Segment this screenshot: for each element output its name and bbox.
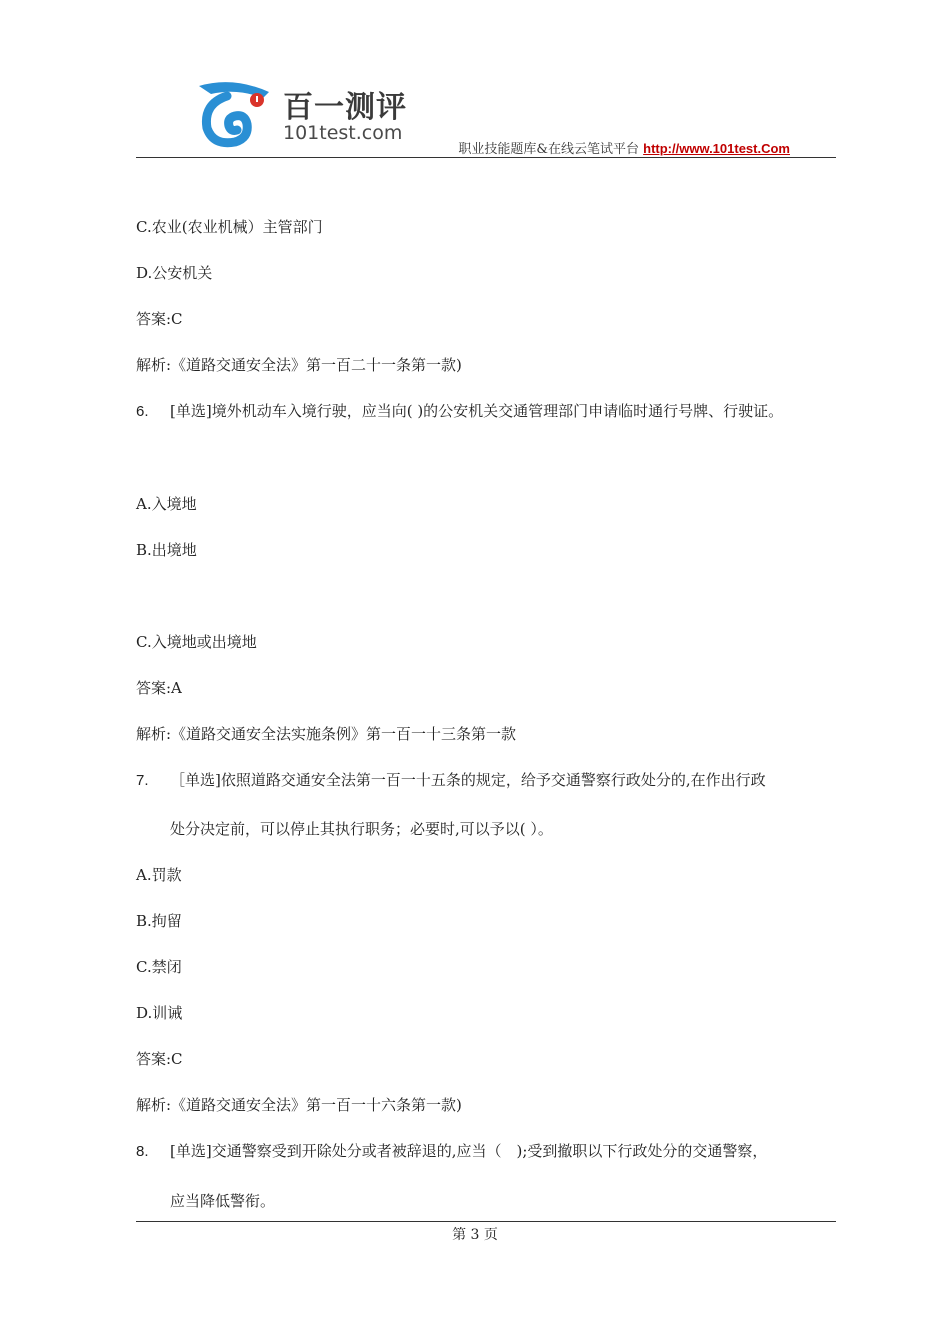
logo-title: 百一测评: [283, 90, 407, 125]
answer-line: 答案:C: [136, 1050, 183, 1068]
question-text: [单选]境外机动车入境行驶，应当向( )的公安机关交通管理部门申请临时通行号牌、行驶证。: [170, 402, 784, 420]
option-line: B.出境地: [136, 541, 197, 559]
option-line: A.罚款: [136, 866, 182, 884]
question-text: ［单选]依照道路交通安全法第一百一十五条的规定，给予交通警察行政处分的,在作出行政: [170, 771, 766, 789]
explanation-line: 解析:《道路交通安全法》第一百一十六条第一款): [136, 1096, 462, 1114]
question-continuation: 处分决定前，可以停止其执行职务；必要时,可以予以( ）。: [170, 820, 553, 838]
question-text: [单选]交通警察受到开除处分或者被辞退的,应当（ );受到撤职以下行政处分的交通警察，: [170, 1142, 768, 1160]
tagline-text: 职业技能题库&在线云笔试平台: [458, 142, 639, 157]
question-line: [136, 1140, 767, 1161]
page-number: 第 3 页: [452, 1227, 498, 1243]
explanation-line: 解析:《道路交通安全法》第一百二十一条第一款): [136, 356, 462, 374]
explanation-line: 解析:《道路交通安全法实施条例》第一百一十三条第一款: [136, 725, 517, 743]
question-line: [136, 769, 766, 790]
option-line: A.入境地: [136, 495, 197, 513]
answer-line: 答案:C: [136, 310, 183, 328]
option-line: D.训诫: [136, 1004, 183, 1022]
question-continuation: 应当降低警衔。: [170, 1192, 276, 1210]
footer-rule: [136, 1221, 836, 1222]
option-line: C.入境地或出境地: [136, 633, 257, 651]
option-line: B.拘留: [136, 912, 182, 930]
question-number: 7.: [136, 772, 149, 789]
logo-domain: 101test.com: [283, 122, 403, 144]
option-line: C.农业(农业机械）主管部门: [136, 218, 323, 236]
header-tagline: [458, 138, 790, 157]
question-line: [136, 400, 783, 421]
site-url-link[interactable]: http://www.101test.Com: [643, 141, 790, 156]
site-logo: [193, 78, 433, 150]
option-line: D.公安机关: [136, 264, 213, 282]
option-line: C.禁闭: [136, 958, 182, 976]
header-rule: [136, 157, 836, 158]
question-number: 8.: [136, 1143, 149, 1160]
logo-mark-icon: [193, 78, 273, 150]
question-number: 6.: [136, 403, 149, 420]
answer-line: 答案:A: [136, 679, 182, 697]
